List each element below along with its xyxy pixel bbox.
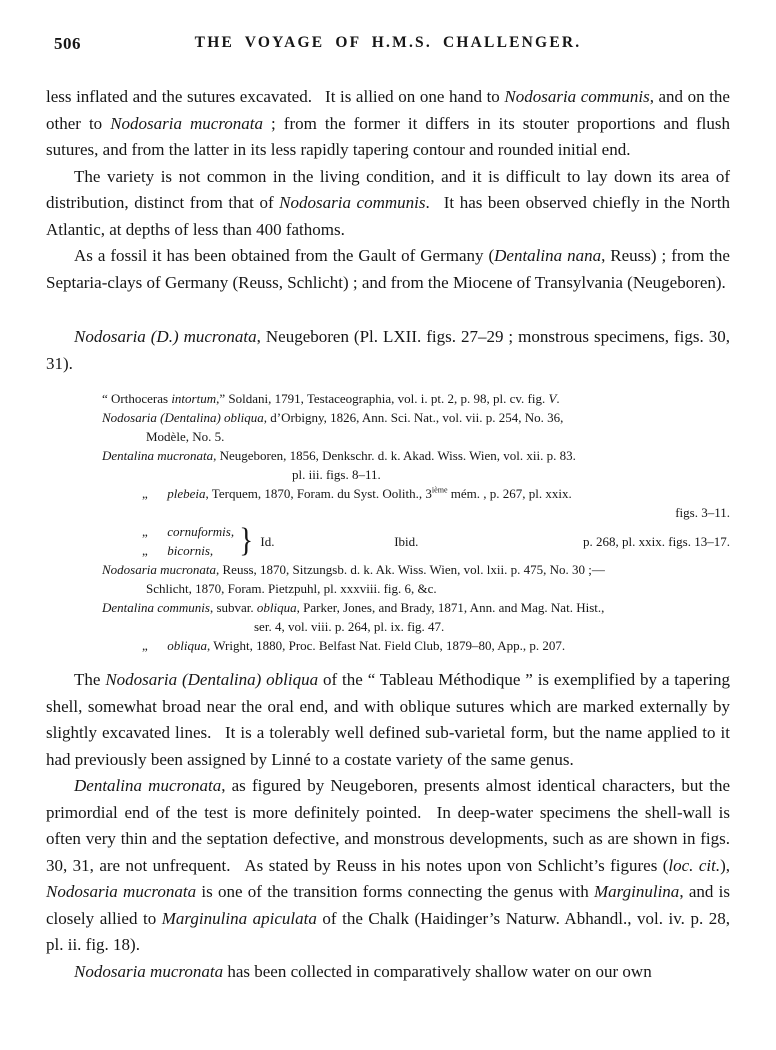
synonymy-entry-neugeboren: [102, 446, 730, 484]
synonymy-entry-reuss: [102, 560, 730, 598]
synonymy-line-continuation: Schlicht, 1870, Foram. Pietzpuhl, pl. xxxviii. fig. 6, &c.: [146, 581, 437, 596]
paragraph-dentalina-mucronata: Dentalina mucronata, as figured by Neugeboren, presents almost identical characters, but the primordial end of the test is more definitely pointed. In deep-water specimens the shell-wall is often very thin and the septation defective, and monstrous developments, such as are shown in figs. 30, 31, are not unfrequent. As stated by Reuss in his notes upon von Schlicht’s figures (loc. cit.), Nodosaria mucronata is one of the transition forms connecting the genus with Marginulina, and is closely allied to Marginulina apiculata of the Chalk (Haidinger’s Naturw. Abhandl., vol. iv. p. 28, pl. ii. fig. 18).: [46, 776, 730, 954]
running-head: [46, 34, 730, 58]
braced-entry-reference: p. 268, pl. xxix. figs. 13–17.: [583, 533, 730, 549]
synonymy-line: Nodosaria (Dentalina) obliqua, d’Orbigny, 1826, Ann. Sci. Nat., vol. vii. p. 254, No. 36,: [102, 410, 564, 425]
synonymy-line-continuation: Modèle, No. 5.: [146, 429, 225, 444]
synonymy-line: „ bicornis,: [142, 543, 214, 558]
synonymy-line-continuation: ser. 4, vol. viii. p. 264, pl. ix. fig. 47.: [254, 619, 445, 634]
synonymy-entry-braced: [142, 522, 730, 560]
synonymy-line-continuation: pl. iii. figs. 8–11.: [292, 467, 381, 482]
synonymy-line: Dentalina mucronata, Neugeboren, 1856, Denkschr. d. k. Akad. Wiss. Wien, vol. xii. p. 83.: [102, 448, 576, 463]
synonymy-entry-terquem: [102, 484, 730, 522]
body-text: [46, 84, 730, 985]
species-heading: Nodosaria (D.) mucronata, Neugeboren (Pl. LXII. figs. 27–29 ; monstrous specimens, figs. 30, 31).: [46, 327, 730, 373]
synonymy-list: [102, 389, 730, 655]
synonymy-entry-soldani: “ Orthoceras intortum,” Soldani, 1791, Testaceographia, vol. i. pt. 2, p. 98, pl. cv. fig. V.: [102, 391, 560, 406]
synonymy-line-continuation: figs. 3–11.: [675, 505, 730, 520]
id-label: Id.: [260, 533, 275, 549]
braced-species-names: [142, 522, 234, 560]
synonymy-line: „ plebeia, Terquem, 1870, Foram. du Syst. Oolith., 3ième mém. , p. 267, pl. xxix.: [142, 485, 572, 501]
running-title: THE VOYAGE OF H.M.S. CHALLENGER.: [194, 34, 582, 51]
ibid-label: Ibid.: [394, 533, 419, 549]
page-number: 506: [54, 34, 81, 53]
paragraph-distribution: The variety is not common in the living condition, and it is difficult to lay down its area of distribution, distinct from that of Nodosaria communis. It has been observed chiefly in the North Atlantic, at depths of less than 400 fathoms.: [46, 166, 731, 239]
synonymy-entry-parker-jones-brady: [102, 598, 730, 636]
paragraph-fossil: As a fossil it has been obtained from the Gault of Germany (Dentalina nana, Reuss) ; from the Septaria-clays of Germany (Reuss, Schlicht) ; and from the Miocene of Transylvania (Neugeboren).: [46, 246, 730, 292]
synonymy-entry-wright: „ obliqua, Wright, 1880, Proc. Belfast Nat. Field Club, 1879–80, App., p. 207.: [142, 638, 566, 653]
brace-icon: }: [239, 522, 254, 559]
synonymy-line: „ cornuformis,: [142, 524, 235, 539]
paragraph-continuation: less inflated and the sutures excavated. It is allied on one hand to Nodosaria communis, and on the other to Nodosaria mucronata ; from the former it differs in its stouter proportions and flush sutures, and from the latter in its less rapidly tapering contour and rounded initial end.: [46, 87, 730, 159]
synonymy-line: Nodosaria mucronata, Reuss, 1870, Sitzungsb. d. k. Ak. Wiss. Wien, vol. lxii. p. 475, No. 30 ;—: [102, 562, 605, 577]
paragraph-shallow-water: Nodosaria mucronata has been collected in comparatively shallow water on our own: [74, 961, 652, 981]
synonymy-entry-dorbigny: [102, 408, 730, 446]
paragraph-tableau-methodique: The Nodosaria (Dentalina) obliqua of the “ Tableau Méthodique ” is exemplified by a tapering shell, somewhat broad near the oral end, and with oblique sutures which are marked externally by slightly excavated lines. It is a tolerably well defined sub-varietal form, but the name applied to it had previously been assigned by Linné to a costate variety of the same genus.: [46, 670, 730, 769]
synonymy-line: Dentalina communis, subvar. obliqua, Parker, Jones, and Brady, 1871, Ann. and Mag. Nat. Hist.,: [102, 600, 605, 615]
